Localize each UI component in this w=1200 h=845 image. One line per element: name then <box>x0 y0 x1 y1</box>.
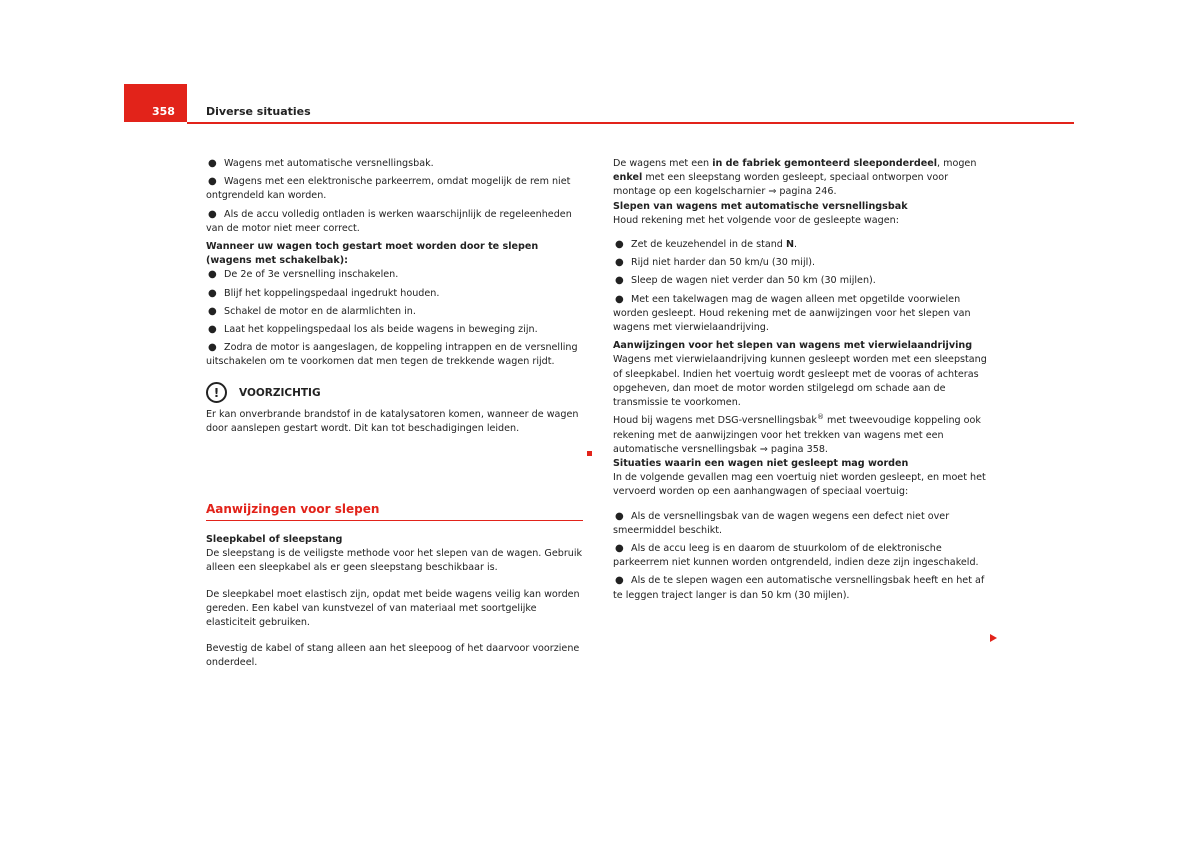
bullet-icon: ● <box>208 324 217 336</box>
subheading-auto: Slepen van wagens met automatische versnellingsbak <box>613 200 908 212</box>
list-item: ● Wagens met een elektronische parkeerrem, omdat mogelijk de rem niet ontgrendeld kan worden. <box>206 176 571 202</box>
list-item: ● Rijd niet harder dan 50 km/u (30 mijl). <box>613 256 988 270</box>
bullet-icon: ● <box>615 575 624 587</box>
bullet-icon: ● <box>208 342 217 354</box>
right-column <box>613 157 988 607</box>
page-title: Diverse situaties <box>206 105 311 118</box>
intro-paragraph: De wagens met een in de fabriek gemonteerd sleeponderdeel, mogen enkel met een sleepstang worden gesleept, speciaal ontworpen voor montage op een kogelscharnier ⇒ pagina 246. <box>613 158 977 198</box>
warning-icon: ! <box>206 382 227 403</box>
list-item: ● Als de versnellingsbak van de wagen wegens een defect niet over smeermiddel beschikt. <box>613 510 950 536</box>
list-item: ● Sleep de wagen niet verder dan 50 km (30 mijlen). <box>613 274 988 288</box>
list-item: ● Schakel de motor en de alarmlichten in. <box>206 305 584 319</box>
dsg-paragraph: Houd bij wagens met DSG-versnellingsbak® met tweevoudige koppeling ook rekening met de aanwijzingen voor het trekken van wagens met een automatische versnellingsbak ⇒ pagina 358. <box>613 413 981 455</box>
section-heading: Aanwijzingen voor slepen <box>206 502 583 521</box>
section-end-marker <box>587 451 592 456</box>
page-number: 358 <box>124 84 187 122</box>
list-item: ● Met een takelwagen mag de wagen alleen met opgetilde voorwielen worden gesleept. Houd rekening met de aanwijzingen voor het slepen van wagens met vierwielaandrijving. <box>613 293 971 334</box>
bullet-icon: ● <box>615 543 624 555</box>
subheading-4wd: Aanwijzingen voor het slepen van wagens met vierwielaandrijving <box>613 340 973 352</box>
paragraph: Houd rekening met het volgende voor de gesleepte wagen: <box>613 214 899 226</box>
bullet-icon: ● <box>615 510 624 522</box>
paragraph: Wagens met vierwielaandrijving kunnen gesleept worden met een sleepstang of sleepkabel. Indien het voertuig wordt gesleept met de vooras of achteras opgeheven, dan moet de motor worden stilgelegd om schade aan de transmissie te voorkomen. <box>613 354 987 409</box>
list-item: ● Zodra de motor is aangeslagen, de koppeling intrappen en de versnelling uitschakelen om te voorkomen dat men tegen de trekkende wagen rijdt. <box>206 342 578 368</box>
bullet-icon: ● <box>208 208 217 220</box>
bullet-icon: ● <box>615 293 624 305</box>
list-item: ● Als de accu volledig ontladen is werken waarschijnlijk de regeleenheden van de motor niet meer correct. <box>206 208 572 234</box>
bullet-icon: ● <box>615 257 624 269</box>
bullet-icon: ● <box>208 269 217 281</box>
list-item: ● Laat het koppelingspedaal los als beide wagens in beweging zijn. <box>206 323 584 337</box>
warning-text: Er kan onverbrande brandstof in de katalysatoren komen, wanneer de wagen door aanslepen gestart wordt. Dit kan tot beschadigingen leiden. <box>206 408 579 434</box>
list-item: ● Als de te slepen wagen een automatische versnellingsbak heeft en het af te leggen traject langer is dan 50 km (30 mijlen). <box>613 575 985 601</box>
bullet-icon: ● <box>208 305 217 317</box>
bullet-icon: ● <box>208 176 217 188</box>
left-column-bottom <box>206 533 584 671</box>
paragraph: Bevestig de kabel of stang alleen aan het sleepoog of het daarvoor voorziene onderdeel. <box>206 643 580 669</box>
bullet-icon: ● <box>208 287 217 299</box>
left-column <box>206 157 584 436</box>
list-item: ● De 2e of 3e versnelling inschakelen. <box>206 268 584 282</box>
paragraph: De sleepkabel moet elastisch zijn, opdat met beide wagens veilig kan worden gereden. Een kabel van kunstvezel of van materiaal met soortgelijke elasticiteit gebruiken. <box>206 588 580 629</box>
continue-arrow-icon <box>990 634 997 642</box>
list-item: ● Zet de keuzehendel in de stand N. <box>613 238 988 252</box>
list-item: ● Blijf het koppelingspedaal ingedrukt houden. <box>206 287 584 301</box>
header-rule <box>187 122 1074 124</box>
warning-title: VOORZICHTIG <box>239 386 321 399</box>
subheading-not-towed: Situaties waarin een wagen niet gesleept mag worden <box>613 458 909 470</box>
paragraph: In de volgende gevallen mag een voertuig niet worden gesleept, en moet het vervoerd worden op een aanhangwagen of speciaal voertuig: <box>613 472 986 498</box>
warning-header <box>206 382 584 404</box>
list-item: ● Wagens met automatische versnellingsbak. <box>206 157 584 171</box>
paragraph: De sleepstang is de veiligste methode voor het slepen van de wagen. Gebruik alleen een sleepkabel als er geen sleepstang beschikbaar is. <box>206 548 583 574</box>
bullet-icon: ● <box>615 239 624 251</box>
bullet-icon: ● <box>615 275 624 287</box>
subheading-cable: Sleepkabel of sleepstang <box>206 534 343 545</box>
subheading-manual: Wanneer uw wagen toch gestart moet worden door te slepen (wagens met schakelbak): <box>206 241 539 267</box>
bullet-icon: ● <box>208 158 217 169</box>
list-item: ● Als de accu leeg is en daarom de stuurkolom of de elektronische parkeerrem niet kunnen worden ontgrendeld, indien deze zijn ingeschakeld. <box>613 543 979 569</box>
